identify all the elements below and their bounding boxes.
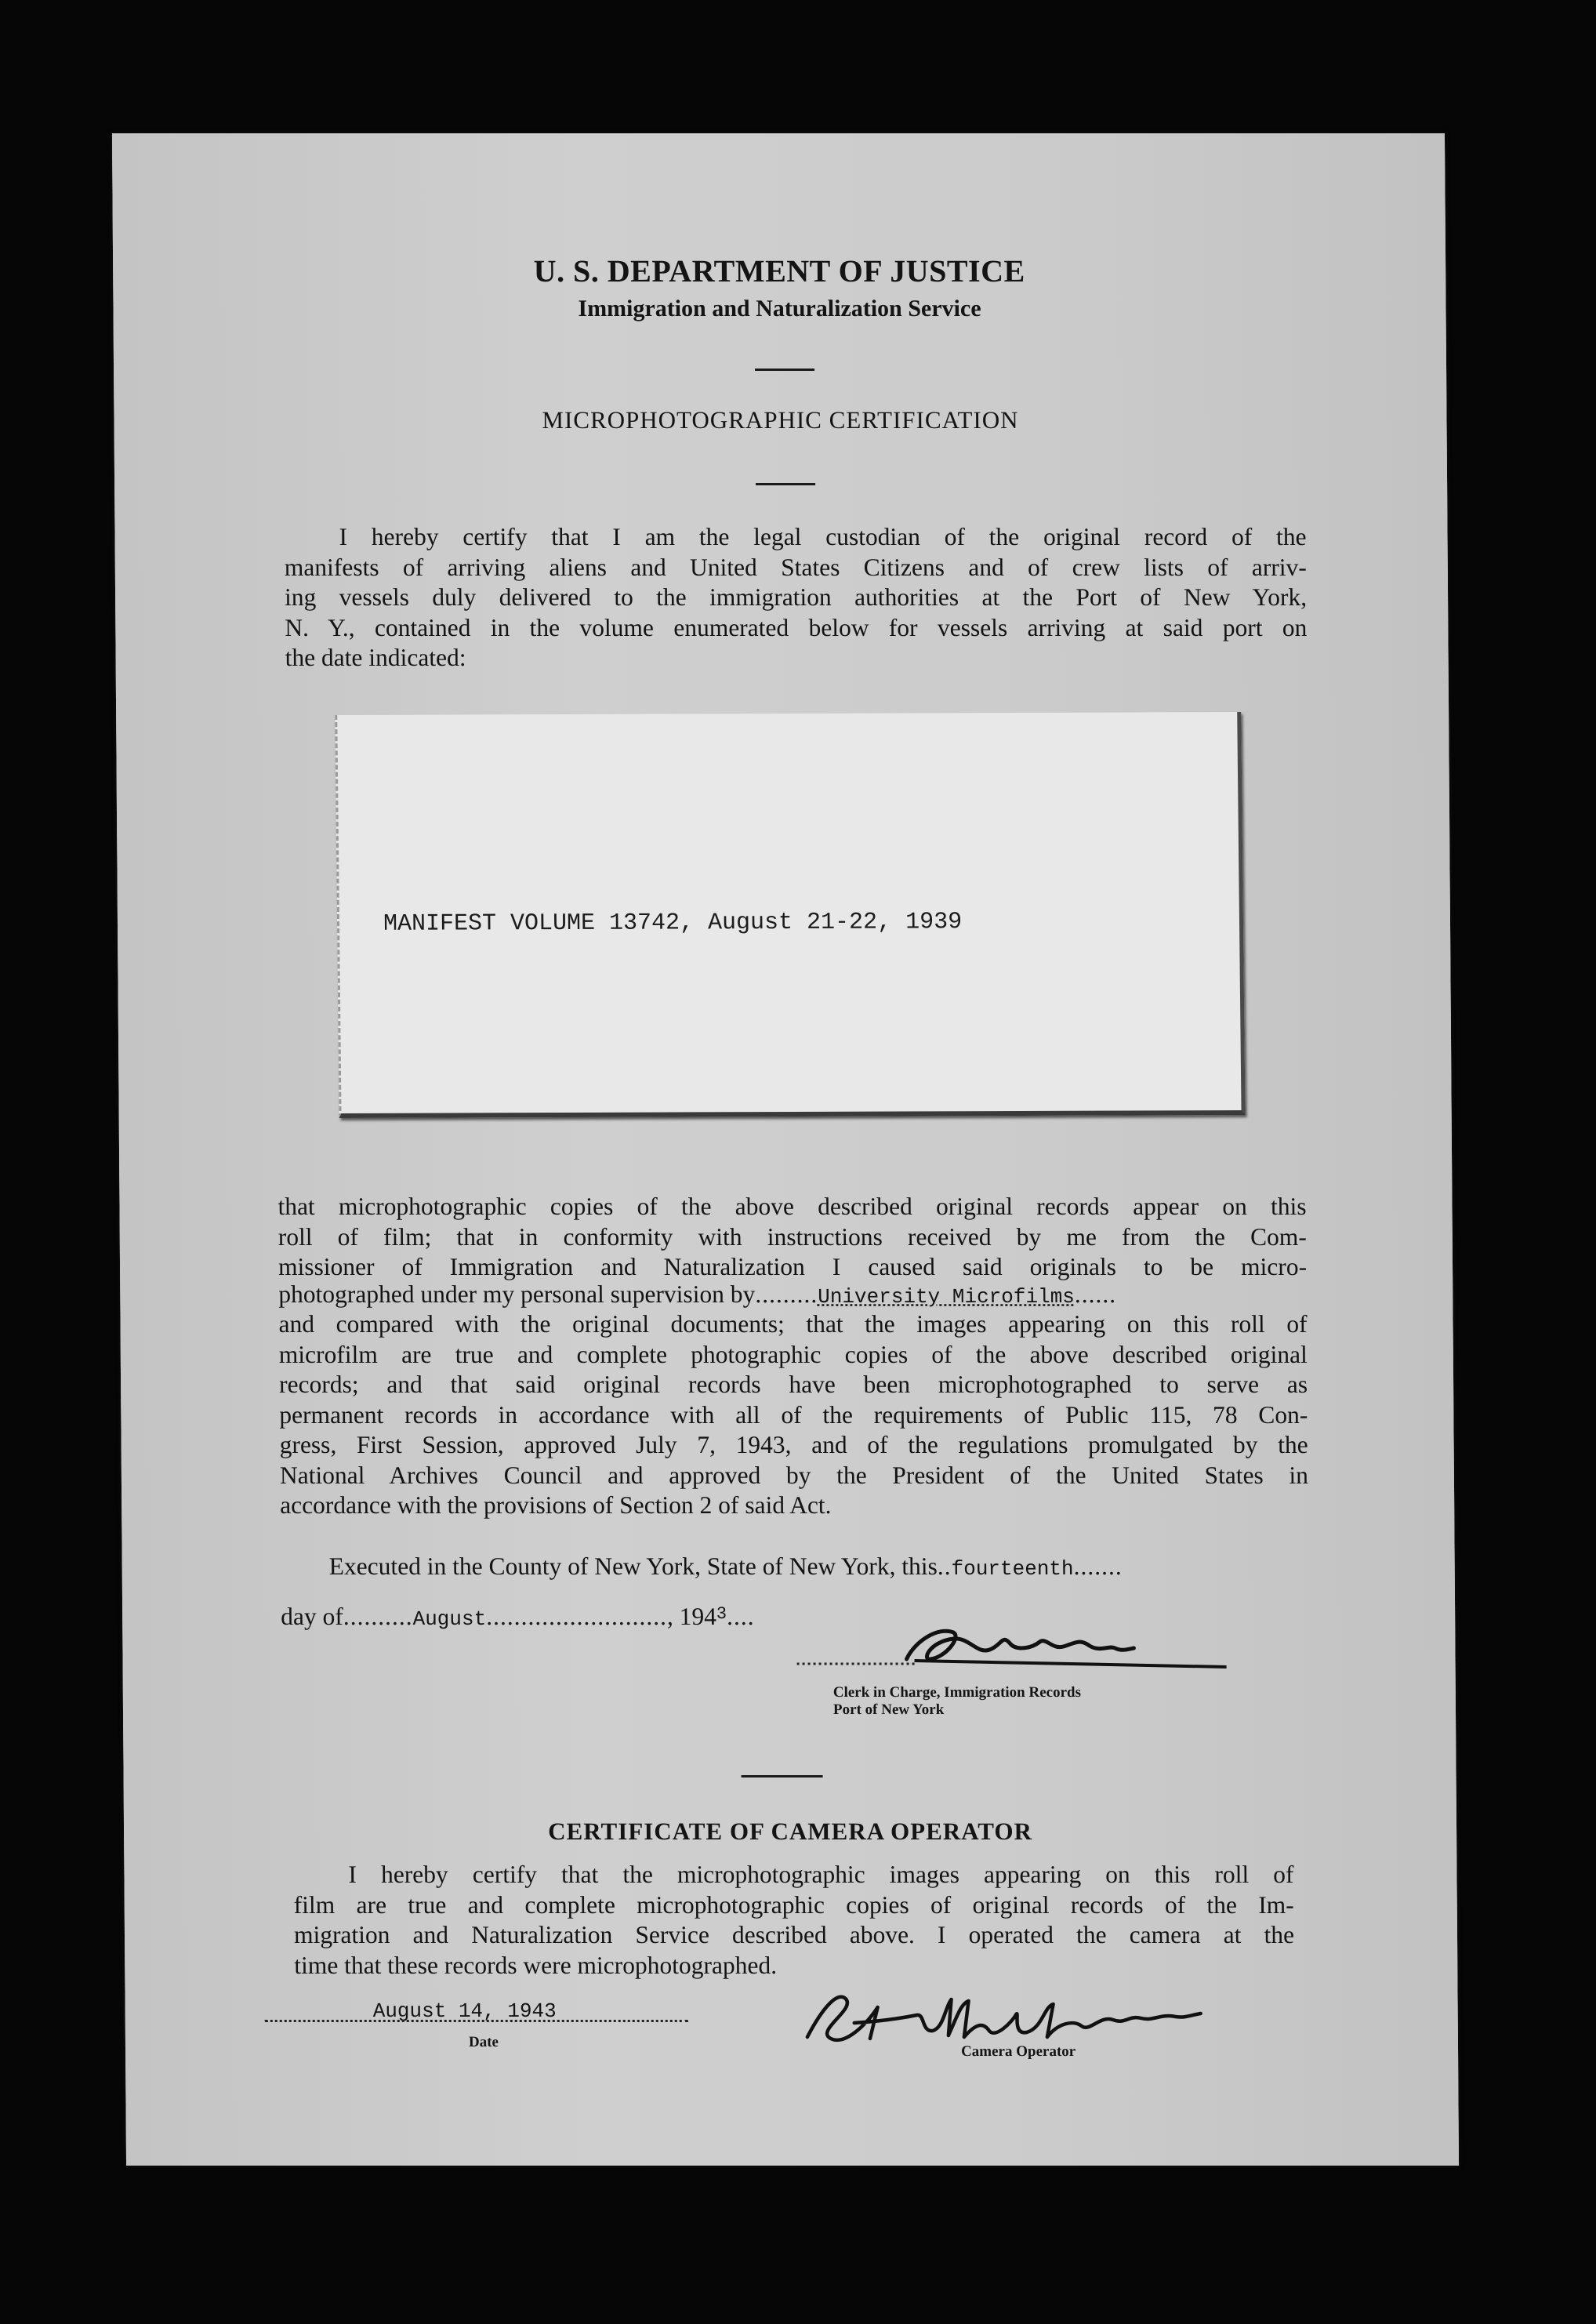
execution-day-value: fourteenth	[951, 1557, 1074, 1581]
operator-line: time that these records were microphotographed.	[294, 1951, 778, 1979]
date-line: day of..........August.........................., $194^3$....	[281, 1603, 755, 1631]
year-value: 3	[716, 1604, 727, 1624]
body-line: records; and that said original records have been microphotographed to serve as	[278, 1371, 1308, 1398]
divider	[756, 483, 815, 485]
manifest-label-card	[335, 712, 1245, 1118]
clerk-signature	[796, 1610, 1236, 1686]
operator-date-value: August 14, 1943	[372, 1999, 557, 2023]
clerk-title-line2: Port of New York	[832, 1701, 945, 1718]
body-paragraph	[277, 1192, 1307, 1283]
body-line: missioner of Immigration and Naturalization I caused said originals to be micro-	[277, 1253, 1308, 1280]
operator-line: migration and Naturalization Service described above. I operated the camera at the	[293, 1921, 1295, 1948]
body-line: National Archives Council and approved by the President of the United States in	[279, 1461, 1309, 1489]
supervision-value: University Microfilms	[818, 1285, 1075, 1309]
divider	[755, 369, 814, 371]
operator-line: I hereby certify that the microphotographic images appearing on this roll of	[348, 1861, 1294, 1888]
service-subheading: Immigration and Naturalization Service	[578, 296, 981, 321]
divider	[742, 1775, 823, 1777]
day-of-label: day of	[281, 1603, 343, 1630]
intro-line: ing vessels duly delivered to the immigration authorities at the Port of New York,	[284, 583, 1308, 611]
manifest-volume-text: MANIFEST VOLUME 13742, August 21-22, 1939	[383, 909, 963, 938]
intro-line: the date indicated:	[285, 644, 466, 671]
operator-certificate-title: CERTIFICATE OF CAMERA OPERATOR	[548, 1817, 1033, 1845]
body-paragraph	[278, 1309, 1308, 1521]
intro-line: I hereby certify that I am the legal custodian of the original record of the	[339, 523, 1307, 550]
department-heading: U. S. DEPARTMENT OF JUSTICE	[533, 253, 1025, 289]
certification-title: MICROPHOTOGRAPHIC CERTIFICATION	[542, 406, 1019, 434]
body-line: roll of film; that in conformity with instructions received by me from the Com-	[277, 1222, 1307, 1251]
camera-operator-label: Camera Operator	[960, 2043, 1076, 2060]
year-prefix: , 194	[666, 1603, 717, 1630]
intro-line: manifests of arriving aliens and United States Citizens and of crew lists of arriv-	[284, 553, 1307, 581]
intro-paragraph	[284, 522, 1307, 674]
body-line: microfilm are true and complete photographic copies of the above described original	[278, 1340, 1308, 1368]
supervision-line: photographed under my personal supervision by.........University Microfilms......	[278, 1280, 1117, 1309]
date-label: Date	[468, 2034, 499, 2050]
certificate-page	[112, 133, 1459, 2166]
operator-certificate-paragraph	[293, 1860, 1294, 1981]
clerk-title	[833, 1684, 1081, 1719]
intro-line: N. Y., contained in the volume enumerated below for vessels arriving at said port on	[285, 613, 1308, 641]
execution-prefix: Executed in the County of New York, State of New York, this	[328, 1552, 938, 1580]
operator-line: film are true and complete microphotographic copies of original records of the Im-	[293, 1890, 1294, 1919]
month-value: August	[412, 1607, 487, 1631]
body-line: and compared with the original documents; that the images appearing on this roll of	[278, 1310, 1308, 1338]
execution-line: Executed in the County of New York, State of New York, this..fourteenth.......	[328, 1552, 1123, 1581]
body-line: gress, First Session, approved July 7, 1943, and of the regulations promulgated by the	[279, 1431, 1308, 1458]
body-line: permanent records in accordance with all of the requirements of Public 115, 78 Con-	[279, 1400, 1308, 1429]
body-line: that microphotographic copies of the above described original records appear on this	[277, 1193, 1307, 1220]
body-line: accordance with the provisions of Section 2 of said Act.	[280, 1491, 832, 1519]
supervision-prefix: photographed under my personal supervision by	[278, 1280, 756, 1308]
clerk-title-line1: Clerk in Charge, Immigration Records	[832, 1684, 1082, 1701]
